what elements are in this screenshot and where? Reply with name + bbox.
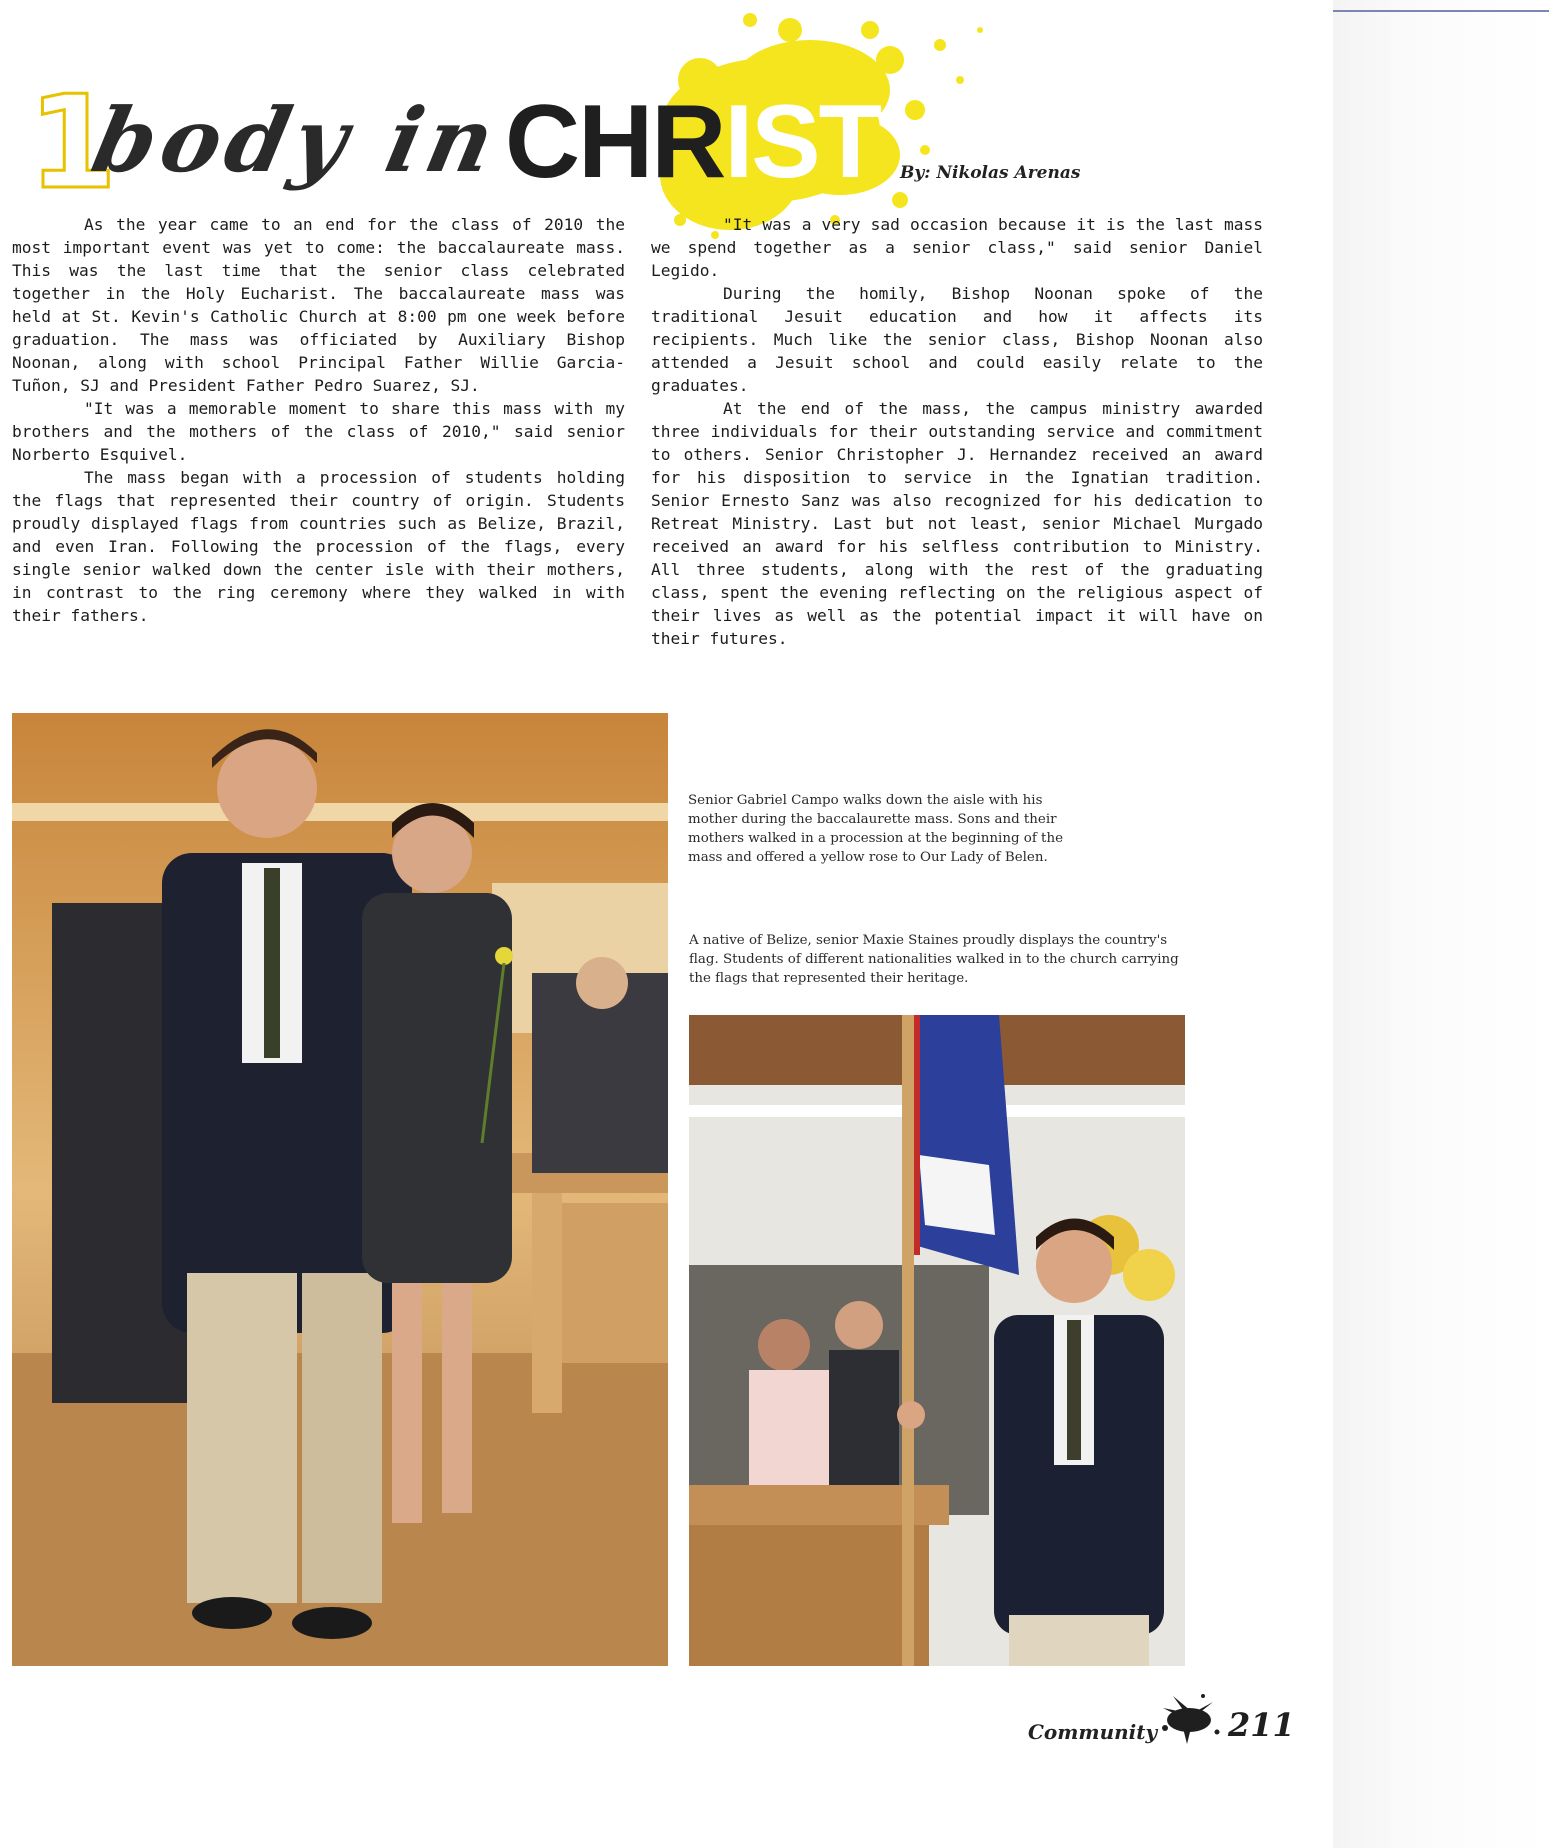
paragraph: At the end of the mass, the campus ministry awarded three individuals for their outstanding service and commitment to others. Senior Christopher J. Hernandez received an award for his disposition to service in the Ignatian tradition. Senior Ernesto Sanz was also recognized for his dedication to Retreat Ministry. Last but not least, senior Michael Murgado received an award for his selfless contribution to Ministry. All three students, along with the rest of the graduating class, spent the evening reflecting on the religious aspect of their lives as well as the potential impact it will have on their futures. [651,399,1263,648]
caption-procession: Senior Gabriel Campo walks down the aisle with his mother during the baccalaurette mass. Sons and their mothers walked in a procession at the beginning of the mass and offered a yellow rose to Our Lady of Belen. [688,793,1063,865]
title-script-text: body in [83,88,509,192]
adjacent-page-edge [1333,0,1549,1848]
paragraph: "It was a very sad occasion because it is the last mass we spend together as a senior class," said senior Daniel Legido. [651,215,1263,280]
title-christ-light: IST [724,84,881,200]
title-christ-dark: CHR [505,84,725,200]
page-edge-line [1333,10,1549,12]
caption-flag: A native of Belize, senior Maxie Staines proudly displays the country's flag. Students of different nationalities walked in to the church carrying the flags that represented their heritage. [689,933,1179,986]
brush-splash-icon [1153,1688,1225,1748]
paragraph: "It was a memorable moment to share this mass with my brothers and the mothers of the class of 2010," said senior Norberto Esquivel. [12,399,625,464]
title-christ [505,84,881,200]
page-number: 211 [1228,1706,1295,1744]
paragraph: As the year came to an end for the class of 2010 the most important event was yet to come: the baccalaureate mass. This was the last time that the senior class celebrated together in the Holy Eucharist. The baccalaureate mass was held at St. Kevin's Catholic Church at 8:00 pm one week before graduation. The mass was officiated by Auxiliary Bishop Noonan, along with school Principal Father Willie Garcia-Tuñon, SJ and President Father Pedro Suarez, SJ. [12,215,625,395]
paragraph: During the homily, Bishop Noonan spoke of the traditional Jesuit education and how it affects its recipients. Much like the senior class, Bishop Noonan also attended a Jesuit school and could easily relate to the graduates. [651,284,1263,395]
procession-photo [12,713,668,1666]
paragraph: The mass began with a procession of students holding the flags that represented their country of origin. Students proudly displayed flags from countries such as Belize, Brazil, and even Iran. Following the procession of the flags, every single senior walked down the center isle with their mothers, in contrast to the ring ceremony where they walked in with their fathers. [12,468,625,625]
article-column-left [12,213,625,627]
byline: By: Nikolas Arenas [900,163,1081,183]
flag-bearer-photo [689,1015,1185,1666]
article-column-right [651,213,1263,650]
title-number: 1 [28,69,118,218]
section-label: Community [1028,1720,1158,1744]
